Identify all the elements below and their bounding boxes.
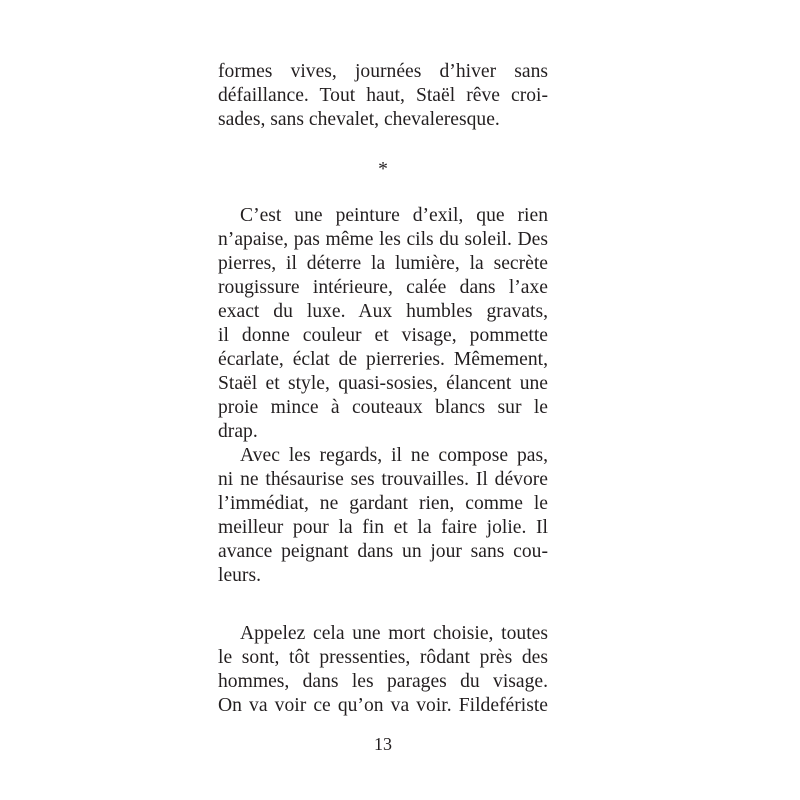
paragraph-continued <box>218 60 548 132</box>
text-line: meilleur pour la fin et la faire jolie. Il <box>218 517 548 538</box>
text-line: le sont, tôt pressenties, rôdant près des <box>218 647 548 668</box>
text-line: ni ne thésaurise ses trouvailles. Il dévore <box>218 469 548 490</box>
text-line: pierres, il déterre la lumière, la secrète <box>218 253 548 274</box>
text-line: Avec les regards, il ne compose pas, <box>240 445 548 466</box>
paragraph-exile <box>218 204 548 588</box>
text-line: proie mince à couteaux blancs sur le <box>218 397 548 418</box>
text-line: hommes, dans les parages du visage. <box>218 671 548 692</box>
text-line: drap. <box>218 421 258 442</box>
text-line: il donne couleur et visage, pommette <box>218 325 548 346</box>
text-line: écarlate, éclat de pierreries. Mêmement, <box>218 349 548 370</box>
text-line: Staël et style, quasi-sosies, élancent une <box>218 373 548 394</box>
text-line: avance peignant dans un jour sans cou- <box>218 541 548 562</box>
text-line: On va voir ce qu’on va voir. Fildefériste <box>218 695 548 716</box>
text-line: leurs. <box>218 565 261 586</box>
text-line: C’est une peinture d’exil, que rien <box>240 205 548 226</box>
text-line: rougissure intérieure, calée dans l’axe <box>218 277 548 298</box>
text-line: sades, sans chevalet, chevaleresque. <box>218 109 500 130</box>
text-line: défaillance. Tout haut, Staël rêve croi- <box>218 85 548 106</box>
text-line: exact du luxe. Aux humbles gravats, <box>218 301 548 322</box>
paragraph-death <box>218 622 548 718</box>
text-line: n’apaise, pas même les cils du soleil. Des <box>218 229 548 250</box>
text-line: formes vives, journées d’hiver sans <box>218 61 548 82</box>
text-line: Appelez cela une mort choisie, toutes <box>240 623 548 644</box>
text-line: l’immédiat, ne gardant rien, comme le <box>218 493 548 514</box>
page-number: 13 <box>374 734 392 754</box>
section-separator: * <box>378 159 388 180</box>
